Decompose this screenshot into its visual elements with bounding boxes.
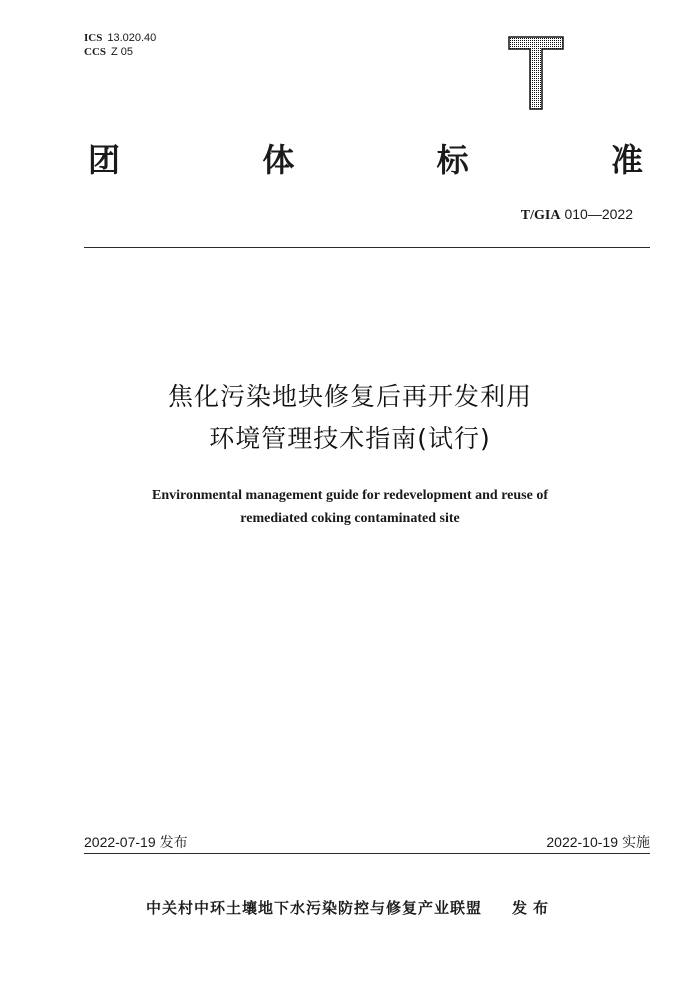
english-title-line-2: remediated coking contaminated site <box>240 511 460 526</box>
standard-number <box>521 206 633 224</box>
publisher <box>146 897 554 918</box>
publish-date-label: 发布 <box>159 835 188 851</box>
standard-number-prefix: T/GIA <box>520 208 561 223</box>
implementation-date-label: 实施 <box>622 835 650 851</box>
publisher-action: 发布 <box>512 899 555 917</box>
ics-code <box>84 31 156 45</box>
category-char-2: 体 <box>262 141 295 179</box>
publish-date <box>84 832 188 852</box>
document-category <box>88 138 643 178</box>
implementation-date-value: 2022-10-19 <box>546 834 618 850</box>
ccs-code-key: CCS <box>84 46 107 58</box>
chinese-title-line-2: 环境管理技术指南(试行) <box>209 424 491 453</box>
ccs-code-value: Z 05 <box>111 46 134 58</box>
standard-type-logo <box>508 36 564 110</box>
implementation-date <box>546 832 650 852</box>
ics-code-value: 13.020.40 <box>107 32 157 44</box>
classification-codes <box>84 31 156 59</box>
standard-number-value: 010—2022 <box>564 206 633 222</box>
ics-code-key: ICS <box>84 32 103 44</box>
ccs-code <box>84 45 156 59</box>
category-char-1: 团 <box>88 141 121 179</box>
bottom-divider <box>84 853 650 854</box>
publish-date-value: 2022-07-19 <box>84 834 156 850</box>
english-title-line-1: Environmental management guide for redevelopment and reuse of <box>151 488 548 503</box>
category-char-3: 标 <box>436 141 469 179</box>
top-divider <box>84 247 650 248</box>
publisher-organization: 中关村中环土壤地下水污染防控与修复产业联盟 <box>146 899 483 917</box>
category-char-4: 准 <box>610 141 643 179</box>
chinese-title-line-1: 焦化污染地块修复后再开发利用 <box>167 382 532 411</box>
